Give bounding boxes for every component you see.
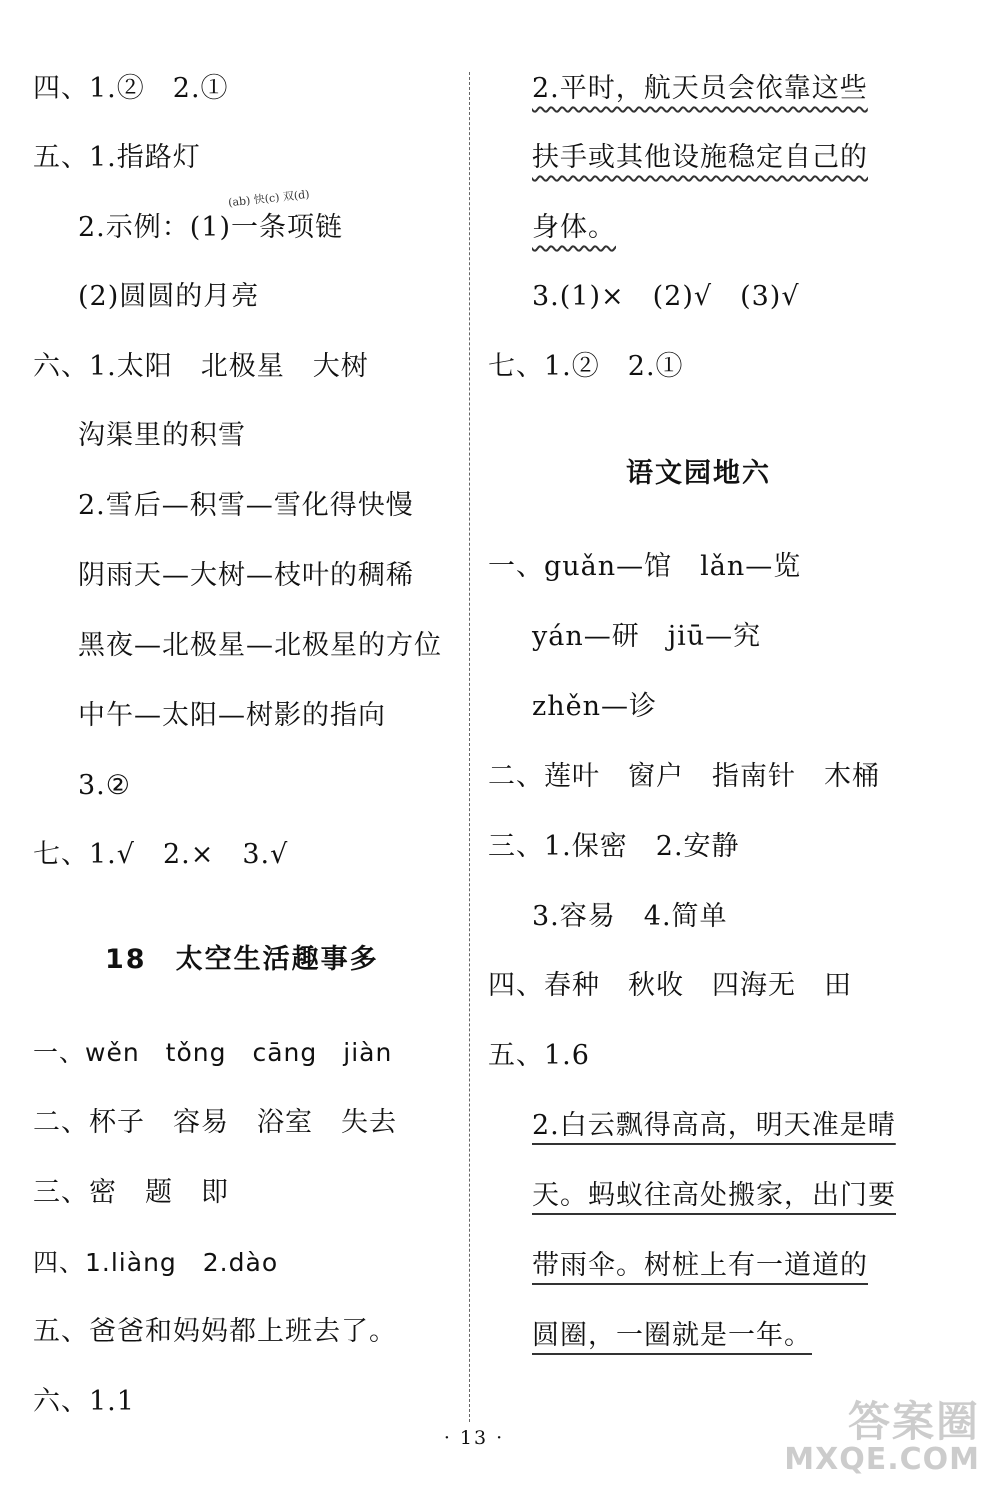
answer-line: 一、wěn tǒng cāng jiàn: [33, 1038, 393, 1067]
answer-line: 七、1.② 2.①: [488, 351, 684, 382]
answer-line: 2.示例：(1)一条项链: [78, 212, 344, 243]
handwritten-annotation: (ab) 快(c) 双(d): [227, 187, 311, 210]
answer-line: 天。蚂蚁往高处搬家，出门要: [532, 1180, 896, 1211]
watermark-text: 答案圈: [847, 1397, 980, 1446]
answer-line: yán—研 jiū—究: [532, 621, 762, 652]
answer-line: 身体。: [532, 212, 616, 243]
answer-line: 中午—太阳—树影的指向: [78, 700, 386, 731]
answer-line: 四、1.② 2.①: [33, 73, 229, 104]
answer-line: 五、1.6: [488, 1040, 590, 1071]
answer-line: 一、guǎn—馆 lǎn—览: [488, 551, 802, 582]
answer-line: 带雨伞。树桩上有一道道的: [532, 1250, 868, 1281]
watermark-url: MXQE.COM: [784, 1442, 980, 1477]
answer-line: 阴雨天—大树—枝叶的稠稀: [78, 560, 414, 591]
answer-line: 3.容易 4.简单: [532, 901, 728, 932]
answer-line: 五、1.指路灯: [33, 142, 201, 173]
section-heading: 18 太空生活趣事多: [105, 944, 379, 975]
column-divider: [469, 72, 470, 1422]
answer-line: 六、1.太阳 北极星 大树: [33, 351, 369, 382]
answer-line: 四、春种 秋收 四海无 田: [488, 970, 852, 1001]
section-heading: 语文园地六: [626, 458, 771, 489]
answer-line: 3.(1)× (2)√ (3)√: [532, 281, 800, 312]
answer-line: (2)圆圆的月亮: [78, 281, 260, 312]
answer-line: 三、密 题 即: [33, 1177, 229, 1208]
answer-line: 2.雪后—积雪—雪化得快慢: [78, 490, 414, 521]
watermark: [784, 1397, 980, 1477]
answer-line: 六、1.1: [33, 1386, 135, 1417]
answer-line: 四、1.liàng 2.dào: [33, 1248, 279, 1277]
answer-line: 3.②: [78, 770, 131, 801]
answer-line: zhěn—诊: [532, 691, 657, 722]
answer-line: 二、莲叶 窗户 指南针 木桶: [488, 761, 880, 792]
answer-line: 七、1.√ 2.× 3.√: [33, 839, 289, 870]
page-number: · 13 ·: [443, 1427, 505, 1449]
answer-line: 2.白云飘得高高，明天准是晴: [532, 1110, 896, 1141]
answer-line: 黑夜—北极星—北极星的方位: [78, 630, 442, 661]
answer-line: 沟渠里的积雪: [78, 420, 246, 451]
answer-line: 二、杯子 容易 浴室 失去: [33, 1107, 397, 1138]
answer-line: 五、爸爸和妈妈都上班去了。: [33, 1316, 397, 1347]
answer-line: 2.平时，航天员会依靠这些: [532, 73, 868, 104]
answer-line: 三、1.保密 2.安静: [488, 831, 740, 862]
answer-line: 扶手或其他设施稳定自己的: [532, 142, 868, 173]
answer-line: 圆圈，一圈就是一年。: [532, 1320, 812, 1351]
